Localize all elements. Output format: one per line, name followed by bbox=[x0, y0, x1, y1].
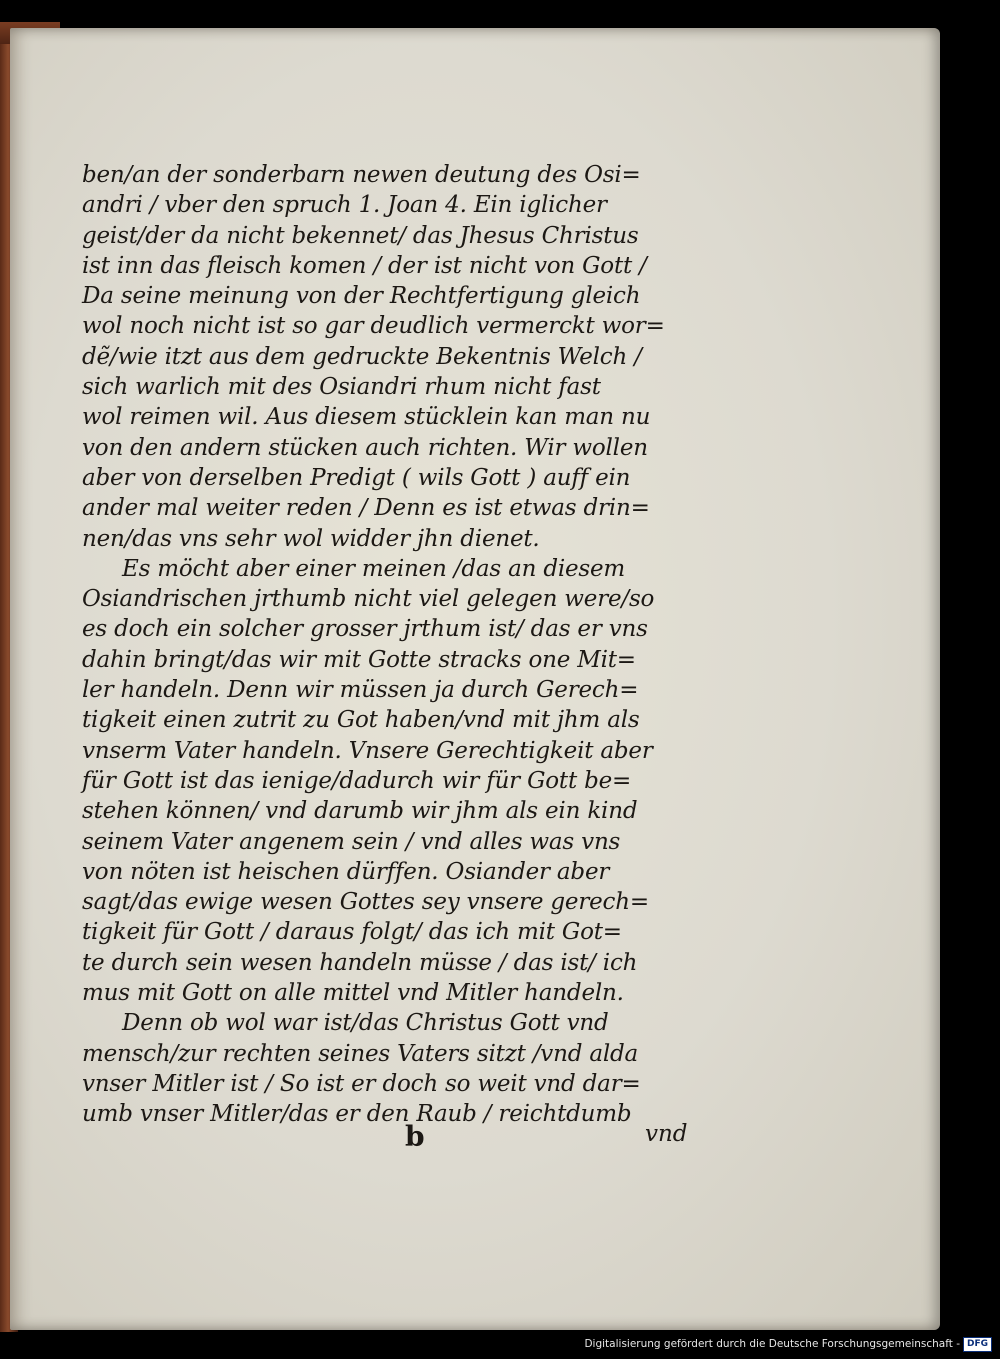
text-line: Denn ob wol war ist/das Christus Gott vnd bbox=[122, 1010, 609, 1037]
text-line: mus mit Gott on alle mittel vnd Mitler handeln. bbox=[82, 980, 624, 1007]
page-text-block bbox=[82, 160, 722, 1130]
text-line: mensch/zur rechten seines Vaters sitzt /vnd alda bbox=[82, 1040, 639, 1067]
text-line: stehen können/ vnd darumb wir jhm als ein kind bbox=[82, 798, 638, 825]
text-line: wol noch nicht ist so gar deudlich vermerckt wor= bbox=[82, 313, 665, 340]
text-line: nen/das vns sehr wol widder jhn dienet. bbox=[82, 525, 540, 552]
text-line: ben/an der sonderbarn newen deutung des Osi= bbox=[82, 162, 641, 188]
text-line: ist inn das fleisch komen / der ist nicht von Gott / bbox=[82, 252, 647, 279]
text-line: andri / vber den spruch 1. Joan 4. Ein iglicher bbox=[82, 192, 607, 219]
text-line: von nöten ist heischen dürffen. Osiander aber bbox=[82, 858, 610, 885]
text-line: Da seine meinung von der Rechtfertigung gleich bbox=[82, 283, 641, 310]
text-line: für Gott ist das ienige/dadurch wir für Gott be= bbox=[82, 767, 632, 794]
text-line: umb vnser Mitler/das er den Raub / reichtdumb bbox=[82, 1101, 632, 1128]
text-line: dẽ/wie itzt aus dem gedruckte Bekentnis Welch / bbox=[82, 343, 642, 370]
footer-credit-text: Digitalisierung gefördert durch die Deutsche Forschungsgemeinschaft - bbox=[584, 1338, 960, 1350]
text-line: tigkeit für Gott / daraus folgt/ das ich mit Got= bbox=[82, 919, 622, 946]
text-line: seinem Vater angenem sein / vnd alles was vns bbox=[82, 828, 621, 855]
text-line: aber von derselben Predigt ( wils Gott ) auff ein bbox=[82, 464, 631, 491]
text-line: Osiandrischen jrthumb nicht viel gelegen were/so bbox=[82, 586, 655, 613]
text-line: dahin bringt/das wir mit Gotte stracks one Mit= bbox=[82, 646, 636, 673]
signature-mark: b bbox=[405, 1120, 425, 1153]
text-line: vnserm Vater handeln. Vnsere Gerechtigkeit aber bbox=[82, 737, 653, 764]
text-line: sagt/das ewige wesen Gottes sey vnsere gerech= bbox=[82, 889, 649, 916]
text-line: von den andern stücken auch richten. Wir wollen bbox=[82, 434, 648, 461]
dfg-logo[interactable]: DFG bbox=[963, 1337, 992, 1352]
text-line: vnser Mitler ist / So ist er doch so weit vnd dar= bbox=[82, 1070, 641, 1097]
text-line: wol reimen wil. Aus diesem stücklein kan man nu bbox=[82, 404, 651, 431]
text-line: ler handeln. Denn wir müssen ja durch Gerech= bbox=[82, 677, 639, 704]
catchword: vnd bbox=[645, 1121, 688, 1147]
text-line: Es möcht aber einer meinen /das an diesem bbox=[122, 555, 626, 582]
text-line: ander mal weiter reden / Denn es ist etwas drin= bbox=[82, 495, 650, 522]
book-page bbox=[10, 28, 940, 1330]
text-line: geist/der da nicht bekennet/ das Jhesus Christus bbox=[82, 222, 639, 249]
digitization-footer bbox=[584, 1335, 992, 1353]
text-line: es doch ein solcher grosser jrthum ist/ das er vns bbox=[82, 616, 648, 643]
text-line: tigkeit einen zutrit zu Got haben/vnd mit jhm als bbox=[82, 707, 640, 734]
text-line: sich warlich mit des Osiandri rhum nicht fast bbox=[82, 374, 601, 401]
text-line: te durch sein wesen handeln müsse / das ist/ ich bbox=[82, 949, 638, 976]
